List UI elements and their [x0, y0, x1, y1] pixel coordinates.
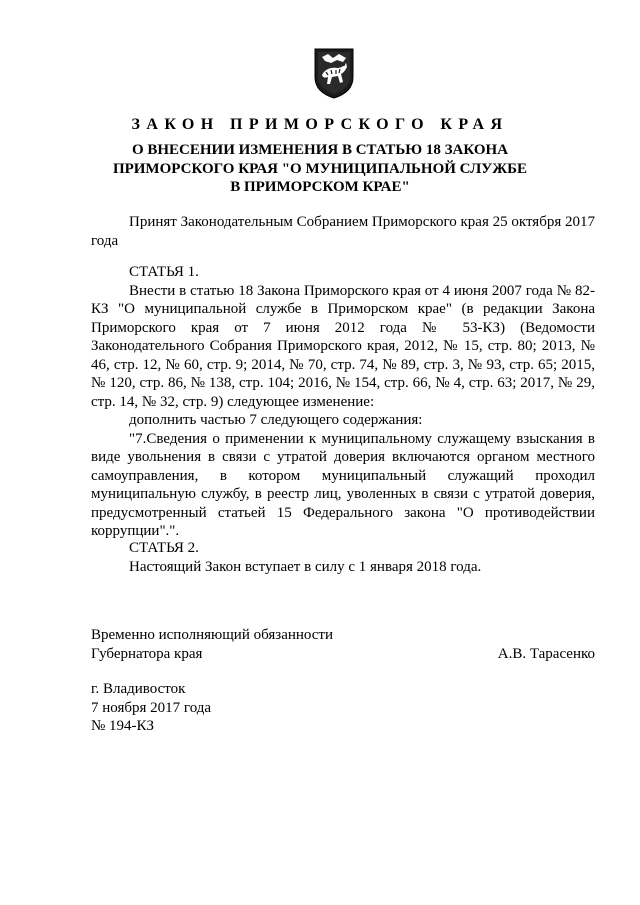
signatory-position: Временно исполняющий обязанности: [91, 627, 334, 643]
adoption-note: [91, 213, 595, 250]
subtitle-line: О ВНЕСЕНИИ ИЗМЕНЕНИЯ В СТАТЬЮ 18 ЗАКОНА: [131, 142, 509, 158]
place-date-number: [91, 680, 595, 736]
subtitle-line: В ПРИМОРСКОМ КРАЕ": [230, 179, 410, 195]
signatory-position: Губернатора края: [91, 645, 203, 662]
article-1-paragraph: Внести в статью 18 Закона Приморского края от 4 июня 2007 года № 82-КЗ "О муниципальной службе в Приморском крае" (в редакции Закона Приморского края от 7 июня 2012 года № 53-КЗ) (Ведомости Законодательного Собрания Приморского края, 2012, № 15, стр. 80; 2013, № 46, стр. 12, № 60, стр. 9; 2014, № 70, стр. 74, № 89, стр. 3, № 93, стр. 65; 2015, № 120, стр. 86, № 138, стр. 104; 2016, № 154, стр. 66, № 4, стр. 63; 2017, № 29, стр. 14, № 32, стр. 9) следующее изменение:: [91, 282, 595, 410]
signatory-name: А.В. Тарасенко: [497, 645, 595, 662]
signature-row: [91, 645, 595, 664]
law-number: № 194-КЗ: [91, 718, 155, 734]
article-1-paragraph: дополнить частью 7 следующего содержания:: [129, 412, 423, 428]
coat-of-arms-icon: [313, 47, 355, 99]
article-2-paragraph: Настоящий Закон вступает в силу с 1 января 2018 года.: [129, 558, 482, 575]
signature-block: [91, 626, 595, 663]
city: г. Владивосток: [91, 681, 186, 697]
law-date: 7 ноября 2017 года: [91, 699, 212, 716]
subtitle-line: ПРИМОРСКОГО КРАЯ "О МУНИЦИПАЛЬНОЙ СЛУЖБЕ: [112, 160, 528, 177]
article-1-paragraph: "7.Сведения о применении к муниципальному служащему взыскания в виде увольнения в связи с утратой доверия включаются органом местного самоуправления, в котором муниципальный служащий проходил муниципальную службу, в реестр лиц, уволенных в связи с утратой доверия, предусмотренный статьей 15 Федерального закона "О противодействии коррупции".".: [91, 430, 595, 539]
law-subtitle: [0, 141, 640, 197]
law-title: ЗАКОН ПРИМОРСКОГО КРАЯ: [131, 116, 509, 133]
article-2-heading: СТАТЬЯ 2.: [129, 540, 199, 556]
article-1-heading: СТАТЬЯ 1.: [129, 264, 199, 280]
article-2: [91, 539, 595, 576]
article-1: [91, 263, 595, 541]
adoption-text: Принят Законодательным Собранием Приморского края 25 октября 2017 года: [91, 214, 595, 249]
